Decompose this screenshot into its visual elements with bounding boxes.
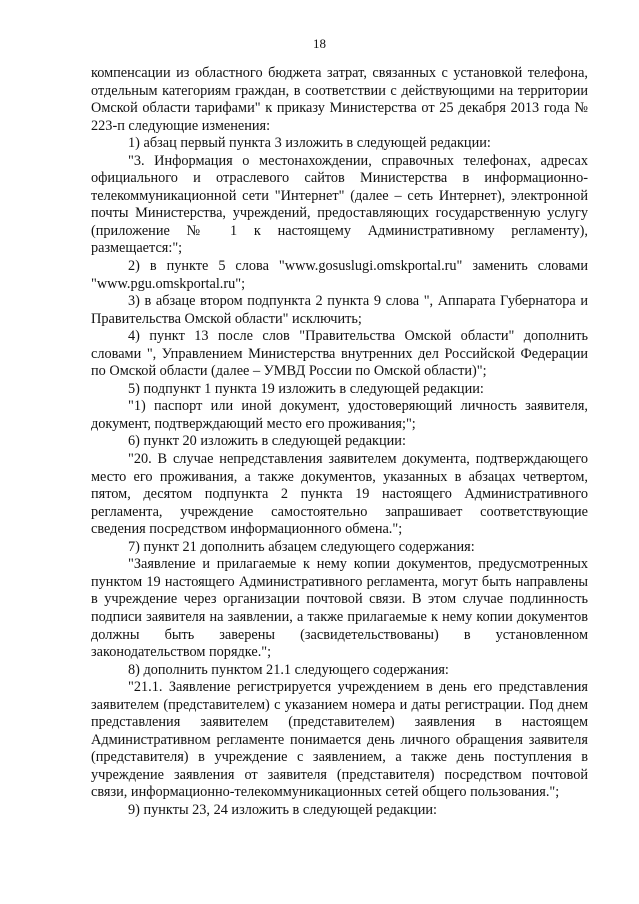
paragraph: 1) абзац первый пункта 3 изложить в следующей редакции:	[128, 135, 491, 152]
paragraph: компенсации из областного бюджета затрат, связанных с установкой телефона, отдельным категориям граждан, в соответствии с действующими на территории Омской области тарифами" к приказу Министерства от 25 декабря 2013 года № 223-п следующие изменения:	[91, 65, 588, 134]
paragraph: 2) в пункте 5 слова "www.gosuslugi.omskportal.ru" заменить словами "www.pgu.omskportal.ru";	[91, 258, 588, 292]
paragraph: 3) в абзаце втором подпункта 2 пункта 9 слова ", Аппарата Губернатора и Правительства Омской области" исключить;	[91, 293, 588, 327]
paragraph: 9) пункты 23, 24 изложить в следующей редакции:	[128, 801, 437, 818]
page-number: 18	[313, 36, 326, 51]
paragraph: 5) подпункт 1 пункта 19 изложить в следующей редакции:	[128, 380, 484, 397]
paragraph: 6) пункт 20 изложить в следующей редакции:	[128, 433, 406, 450]
paragraph: 8) дополнить пунктом 21.1 следующего содержания:	[128, 661, 449, 678]
paragraph: 7) пункт 21 дополнить абзацем следующего содержания:	[128, 538, 475, 555]
document-body	[91, 65, 588, 820]
paragraph: "Заявление и прилагаемые к нему копии документов, предусмотренных пунктом 19 настоящего Административного регламента, могут быть направлены в учреждение через организации почтовой связи. В этом случае подлинность подписи заявителя на заявлении, а также прилагаемые к нему копии документов должны быть заверены (засвидетельствованы) в установленном законодательством порядке.";	[91, 556, 588, 661]
paragraph: "20. В случае непредставления заявителем документа, подтверждающего место его проживания, а также документов, указанных в абзацах четвертом, пятом, десятом подпункта 2 пункта 19 настоящего Административного регламента, учреждение самостоятельно запрашивает соответствующие сведения посредством информационного обмена.";	[91, 451, 588, 538]
paragraph: "1) паспорт или иной документ, удостоверяющий личность заявителя, документ, подтверждающий место его проживания;";	[91, 398, 588, 432]
paragraph: "21.1. Заявление регистрируется учреждением в день его представления заявителем (представителем) с указанием номера и даты регистрации. Под днем представления заявителем (представителем) заявления в настоящем Административном регламенте понимается день личного обращения заявителя (представителя) в учреждение с заявлением, а также день поступления в учреждение заявления от заявителя (представителя) посредством почтовой связи, информационно-телекоммуникационных сетей общего пользования.";	[91, 679, 588, 801]
paragraph: 4) пункт 13 после слов "Правительства Омской области" дополнить словами ", Управлением Министерства внутренних дел Российской Федерации по Омской области (далее – УМВД России по Омской области)";	[91, 328, 588, 380]
paragraph: "3. Информация о местонахождении, справочных телефонах, адресах официального и отраслевого сайтов Министерства в информационно-телекоммуникационной сети "Интернет" (далее – сеть Интернет), электронной почты Министерства, учреждений, предоставляющих государственную услугу (приложение № 1 к настоящему Административному регламенту), размещается:";	[91, 152, 588, 257]
